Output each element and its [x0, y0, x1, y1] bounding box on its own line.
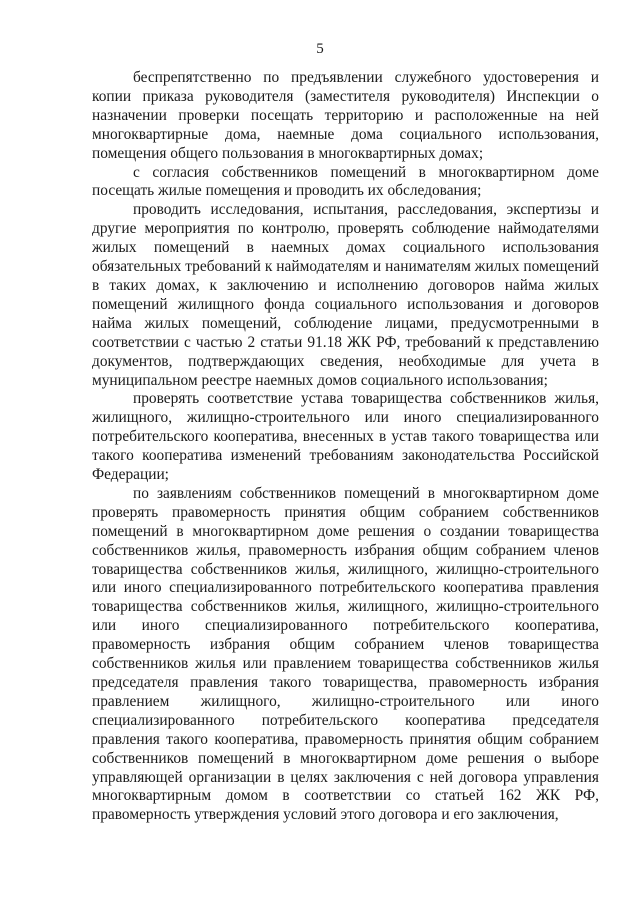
- paragraph-control-measures: проводить исследования, испытания, расследования, экспертизы и другие мероприятия по контролю, проверять соблюдение наймодателями жилых помещений в наемных домах социального использования обязательных требований к наймодателям и нанимателям жилых помещений в таких домах, к заключению и исполнению договоров найма жилых помещений жилищного фонда социального использования и договоров найма жилых помещений, соблюдение лицами, предусмотренными в соответствии с частью 2 статьи 91.18 ЖК РФ, требований к представлению документов, подтверждающих сведения, необходимые для учета в муниципальном реестре наемных домов социального использования;: [92, 201, 599, 389]
- paragraph-residential-visits: с согласия собственников помещений в многоквартирном доме посещать жилые помещения и проводить их обследования;: [92, 163, 599, 200]
- paragraph-charter-compliance: проверять соответствие устава товарищества собственников жилья, жилищного, жилищно-строительного или иного специализированного потребительского кооператива, внесенных в устав такого товарищества или такого кооператива изменений требованиям законодательства Российской Федерации;: [92, 390, 599, 484]
- page-number: 5: [316, 41, 324, 57]
- document-body: [92, 69, 599, 825]
- paragraph-owner-applications: по заявлениям собственников помещений в многоквартирном доме проверять правомерность принятия общим собранием собственников помещений в многоквартирном доме решения о создании товарищества собственников жилья, правомерность избрания общим собранием членов товарищества собственников жилья, жилищного, жилищно-строительного или иного специализированного потребительского кооператива правления товарищества собственников жилья, жилищного, жилищно-строительного или иного специализированного потребительского кооператива, правомерность избрания общим собранием членов товарищества собственников жилья или правлением товарищества собственников жилья председателя правления такого товарищества, правомерность избрания правлением жилищного, жилищно-строительного или иного специализированного потребительского кооператива председателя правления такого кооператива, правомерность принятия общим собранием собственников помещений в многоквартирном доме решения о выборе управляющей организации в целях заключения с ней договора управления многоквартирным домом в соответствии со статьей 162 ЖК РФ, правомерность утверждения условий этого договора и его заключения,: [92, 484, 599, 824]
- paragraph-inspection-access: беспрепятственно по предъявлении служебного удостоверения и копии приказа руководителя (заместителя руководителя) Инспекции о назначении проверки посещать территорию и расположенные на ней многоквартирные дома, наемные дома социального использования, помещения общего пользования в многоквартирных домах;: [92, 69, 599, 162]
